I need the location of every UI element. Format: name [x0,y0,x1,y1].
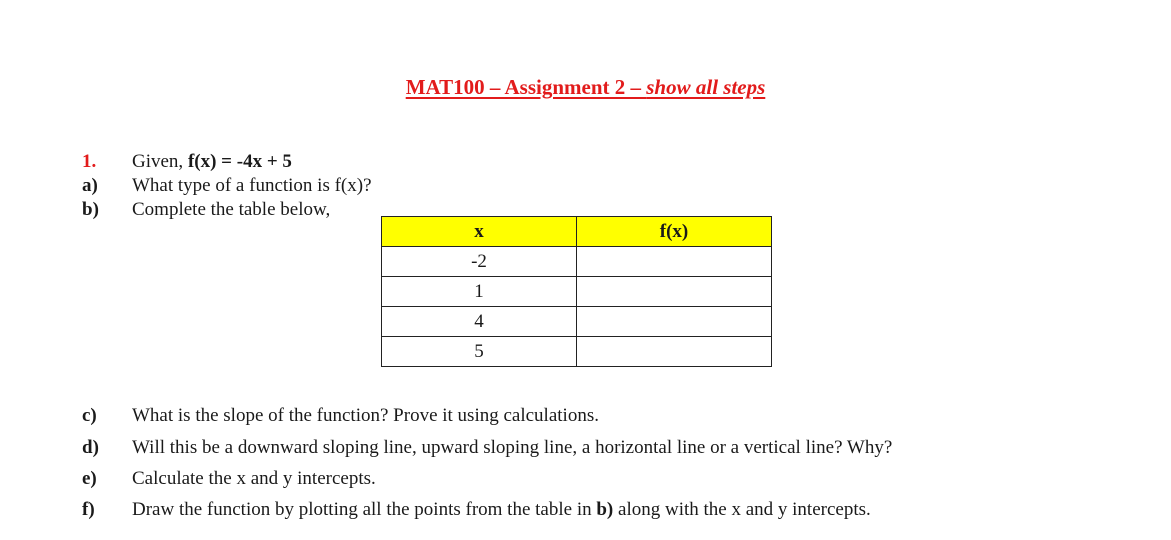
table-cell-fx[interactable] [577,247,772,277]
question-1 [82,150,292,174]
question-1-number: 1. [82,151,97,172]
table-cell-fx[interactable] [577,337,772,367]
function-table [381,216,772,367]
question-e-text: Calculate the x and y intercepts. [132,468,376,489]
question-b-text: Complete the table below, [132,199,331,220]
table-row [382,337,772,367]
table-header-row [382,217,772,247]
title-main: MAT100 – Assignment 2 – [405,75,647,99]
question-a-marker: a) [82,175,98,196]
question-a-text: What type of a function is f(x)? [132,175,372,196]
question-f-text-post: along with the x and y intercepts. [613,499,871,520]
question-c-marker: c) [82,405,97,426]
table-cell-x: 1 [382,277,577,307]
table-header-fx: f(x) [577,217,772,247]
table-row [382,277,772,307]
question-d-text: Will this be a downward sloping line, upward sloping line, a horizontal line or a vertical line? Why? [132,437,893,458]
table-header-x: x [382,217,577,247]
question-c-text: What is the slope of the function? Prove it using calculations. [132,405,599,426]
question-f-text-pre: Draw the function by plotting all the points from the table in [132,499,597,520]
title-emphasis: show all steps [646,75,766,99]
question-f-reference: b) [596,499,614,520]
table-cell-fx[interactable] [577,307,772,337]
table-cell-x: 4 [382,307,577,337]
table-cell-x: -2 [382,247,577,277]
question-b [82,198,330,222]
table-cell-fx[interactable] [577,277,772,307]
page-title [0,75,1171,100]
table-cell-x: 5 [382,337,577,367]
question-1-function: f(x) = -4x + 5 [187,151,292,172]
table-row [382,307,772,337]
question-b-marker: b) [82,199,99,220]
question-1-text: Given, [132,151,188,172]
question-f [82,498,871,522]
question-c [82,404,599,428]
question-f-marker: f) [82,499,95,520]
table-row [382,247,772,277]
question-a [82,174,372,198]
question-e [82,467,376,491]
question-d-marker: d) [82,437,99,458]
question-d [82,436,892,460]
question-e-marker: e) [82,468,97,489]
